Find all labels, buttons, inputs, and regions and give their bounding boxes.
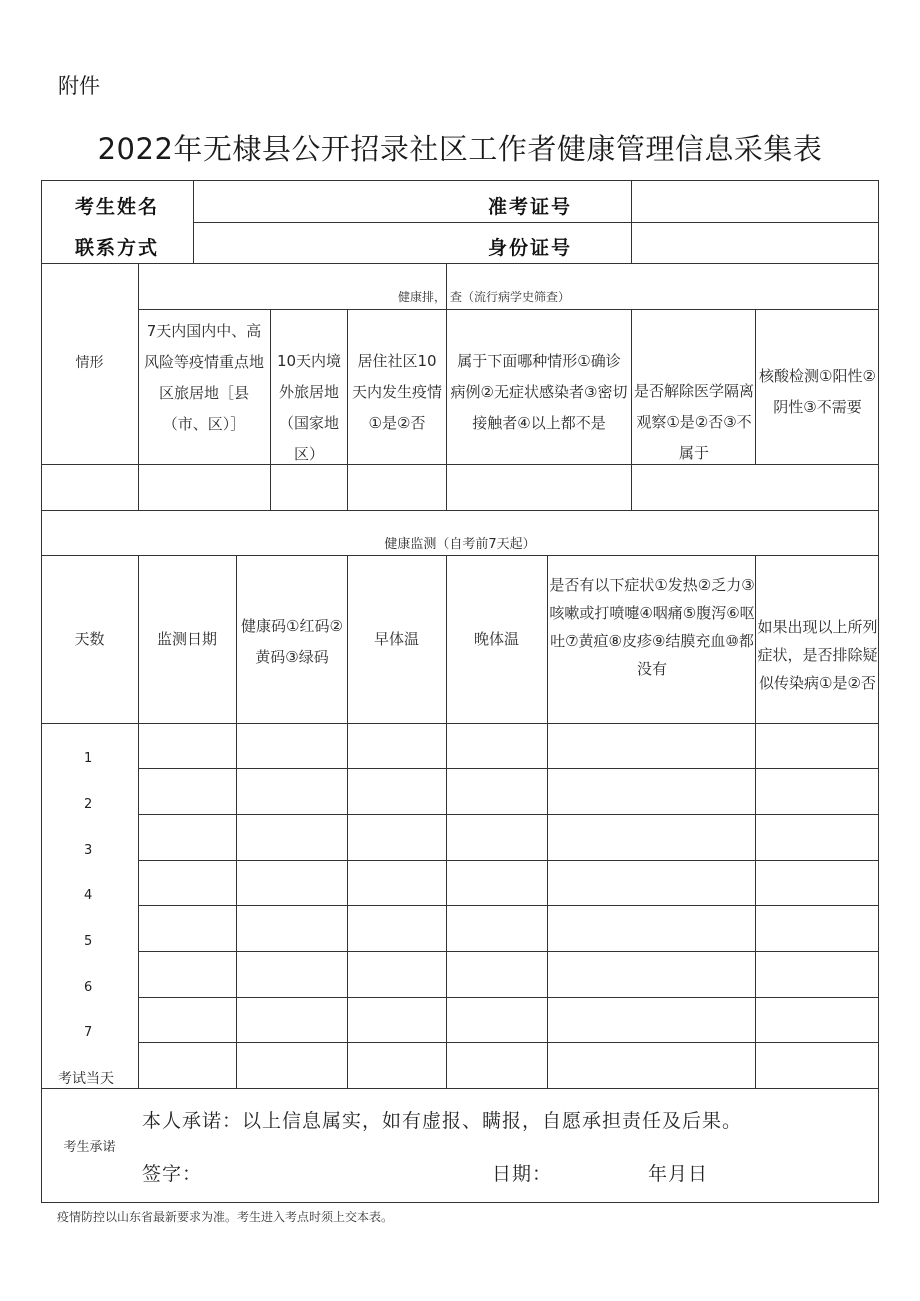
date-format: 年月日	[648, 1163, 709, 1185]
col-community-outbreak: 居住社区10天内发生疫情①是②否	[351, 352, 442, 432]
day-2-label: 2	[84, 797, 93, 812]
table-border-bottom	[41, 1202, 879, 1203]
table-rule	[138, 951, 879, 952]
date-label: 日期：	[492, 1163, 553, 1185]
col-morning-temp: 早体温	[373, 630, 419, 648]
day-7-label: 7	[84, 1025, 93, 1040]
table-rule	[138, 860, 879, 861]
col-evening-temp: 晚体温	[473, 630, 519, 648]
col-exclude-infection: 如果出现以上所列症状，是否排除疑似传染病①是②否	[757, 618, 878, 692]
situation-label: 情形	[75, 355, 104, 371]
pledge-statement: 本人承诺：以上信息属实，如有虚报、瞒报，自愿承担责任及后果。	[142, 1110, 743, 1132]
table-rule	[138, 768, 879, 769]
table-rule	[138, 997, 879, 998]
col-travel-overseas: 10天内境外旅居地（国家地区）	[276, 352, 342, 463]
table-rule	[270, 309, 271, 510]
table-rule	[236, 555, 237, 1088]
contact-label: 联系方式	[74, 237, 159, 259]
col-symptoms: 是否有以下症状①发热②乏力③咳嗽或打喷嚏④咽痛⑤腹泻⑥呕吐⑦黄疸⑧皮疹⑨结膜充血⑩都没有	[549, 576, 755, 678]
table-rule	[138, 1042, 879, 1043]
screening-header-left: 健康排，	[397, 290, 446, 304]
exam-number-label: 准考证号	[487, 196, 572, 218]
col-monitor-date: 监测日期	[156, 630, 217, 648]
day-5-label: 5	[84, 934, 93, 949]
screening-header-right: 查（流行病学史筛查）	[450, 290, 571, 304]
table-rule	[631, 309, 632, 510]
name-label: 考生姓名	[74, 196, 159, 218]
footer-note: 疫情防控以山东省最新要求为准。考生进入考点时须上交本表。	[57, 1210, 394, 1224]
col-case-category: 属于下面哪种情形①确诊病例②无症状感染者③密切接触者④以上都不是	[450, 352, 628, 432]
table-rule	[755, 309, 756, 464]
day-1-label: 1	[84, 751, 93, 766]
col-nucleic-test: 核酸检测①阳性②阴性③不需要	[759, 367, 876, 416]
table-rule	[138, 309, 879, 310]
monitoring-header: 健康监测（自考前7天起）	[384, 537, 536, 552]
table-rule	[138, 905, 879, 906]
table-rule	[41, 510, 879, 511]
col-day: 天数	[74, 630, 105, 648]
day-6-label: 6	[84, 980, 93, 995]
attachment-label: 附件	[58, 74, 100, 98]
col-health-code: 健康码①红码②黄码③绿码	[241, 617, 343, 666]
col-travel-domestic: 7天内国内中、高风险等疫情重点地区旅居地［县（市、区）］	[143, 322, 264, 433]
signature-label: 签字：	[142, 1163, 203, 1185]
day-4-label: 4	[84, 888, 93, 903]
exam-day-label: 考试当天	[58, 1071, 114, 1087]
col-quarantine-release: 是否解除医学隔离观察①是②否③不属于	[634, 382, 755, 462]
id-number-label: 身份证号	[487, 237, 572, 259]
table-rule	[138, 814, 879, 815]
form-title: 2022年无棣县公开招录社区工作者健康管理信息采集表	[97, 132, 823, 166]
table-border-top	[41, 180, 879, 181]
table-rule	[547, 555, 548, 1088]
table-rule	[755, 555, 756, 1088]
table-rule	[631, 180, 632, 263]
table-rule	[193, 180, 194, 263]
table-rule	[41, 1088, 879, 1089]
table-border-right	[878, 180, 879, 1203]
table-rule	[347, 309, 348, 510]
pledge-label: 考生承诺	[63, 1140, 116, 1155]
day-3-label: 3	[84, 843, 93, 858]
table-rule	[41, 723, 879, 724]
table-rule	[446, 263, 447, 510]
table-border-left	[41, 180, 42, 1203]
